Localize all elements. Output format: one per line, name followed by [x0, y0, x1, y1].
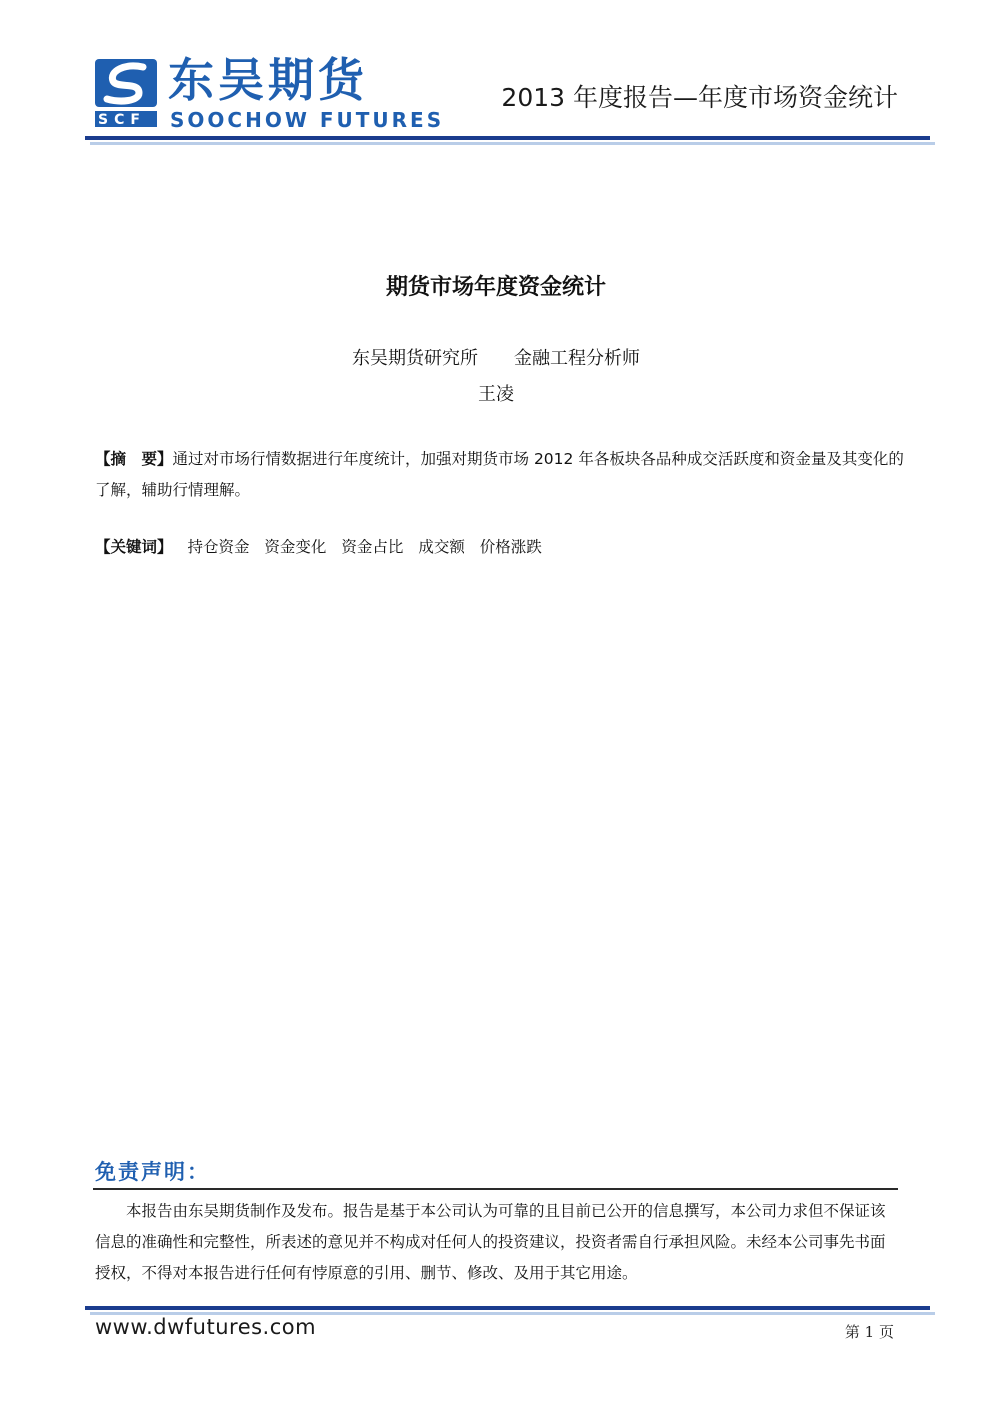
disclaimer-text: 本报告由东吴期货制作及发布。报告是基于本公司认为可靠的且目前已公开的信息撰写，本公司力求但不保证该信息的准确性和完整性，所表述的意见并不构成对任何人的投资建议，投资者需自行承担风险。未经本公司事先书面授权，不得对本报告进行任何有悖原意的引用、删节、修改、及用于其它用途。	[95, 1202, 886, 1282]
author-role: 金融工程分析师	[514, 348, 640, 369]
header-report-title: 2013 年度报告—年度市场资金统计	[501, 83, 898, 112]
abstract-text: 通过对市场行情数据进行年度统计，加强对期货市场 2012 年各板块各品种成交活跃度和资金量及其变化的了解，辅助行情理解。	[95, 450, 904, 499]
institute: 东吴期货研究所	[352, 348, 478, 369]
author-name: 王凌	[478, 384, 514, 405]
header-divider-shadow	[90, 142, 935, 145]
keyword: 价格涨跌	[479, 538, 542, 556]
author-affiliation	[0, 344, 992, 370]
disclaimer-title: 免责声明：	[95, 1160, 210, 1184]
keywords	[95, 532, 905, 563]
logo-name-en: SOOCHOW FUTURES	[170, 108, 445, 132]
header-divider	[85, 136, 930, 140]
keyword: 资金占比	[341, 538, 404, 556]
disclaimer-divider	[93, 1188, 898, 1190]
keywords-label: 【关键词】	[95, 538, 173, 556]
keyword: 持仓资金	[187, 538, 250, 556]
abstract	[95, 444, 905, 506]
abstract-label: 【摘 要】	[95, 450, 173, 468]
svg-text:SCF: SCF	[98, 112, 146, 128]
logo-name-cn: 东吴期货	[168, 53, 368, 107]
keyword: 成交额	[418, 538, 465, 556]
document-title: 期货市场年度资金统计	[385, 275, 606, 300]
footer-divider	[85, 1306, 930, 1310]
keyword: 资金变化	[264, 538, 327, 556]
page-number: 第 1 页	[844, 1323, 894, 1341]
website-link[interactable]: www.dwfutures.com	[95, 1315, 317, 1339]
